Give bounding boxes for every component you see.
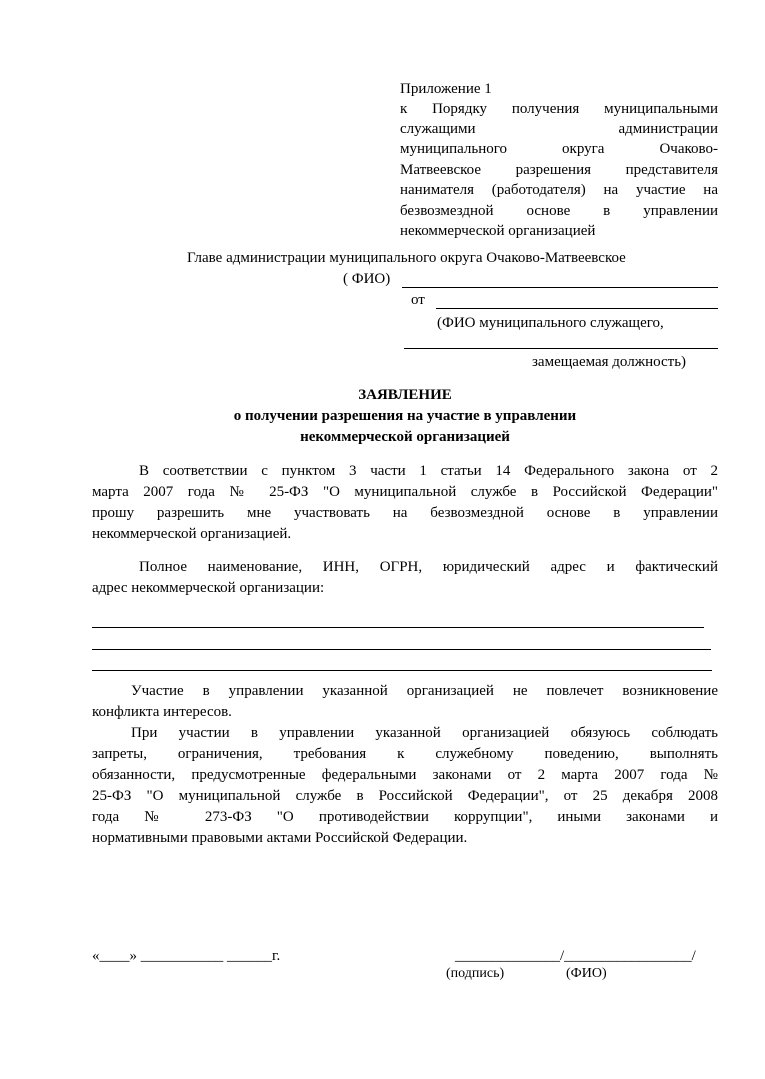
fio-label: ( ФИО) bbox=[343, 271, 391, 287]
addressee-line: Главе администрации муниципального округа Очаково-Матвеевское bbox=[187, 250, 626, 266]
signature-label: (подпись) bbox=[446, 966, 505, 981]
document-title: ЗАЯВЛЕНИЕ bbox=[358, 387, 452, 403]
appendix-line-7: некоммерческой организацией bbox=[400, 223, 596, 239]
paragraph-4-line-2: запреты, ограничения, требования к служебному поведению, выполнять bbox=[92, 746, 718, 762]
paragraph-2-line-1: Полное наименование, ИНН, ОГРН, юридический адрес и фактический bbox=[139, 559, 718, 575]
paragraph-2-line-2: адрес некоммерческой организации: bbox=[92, 580, 325, 596]
appendix-line-1: к Порядку получения муниципальными bbox=[400, 101, 718, 117]
paragraph-4-line-4: 25-ФЗ "О муниципальной службе в Российской Федерации", от 25 декабря 2008 bbox=[92, 788, 718, 804]
document-subtitle-1: о получении разрешения на участие в управлении bbox=[233, 408, 577, 424]
paragraph-3-line-2: конфликта интересов. bbox=[92, 704, 232, 720]
fio-signature-label: (ФИО) bbox=[566, 966, 607, 981]
appendix-line-4: Матвеевское разрешения представителя bbox=[400, 162, 718, 178]
from-underline bbox=[436, 308, 718, 309]
position-underline bbox=[404, 348, 718, 349]
paragraph-1-line-2: марта 2007 года № 25-ФЗ "О муниципальной службе в Российской Федерации" bbox=[92, 484, 718, 500]
appendix-line-3: муниципального округа Очаково- bbox=[400, 141, 718, 157]
employee-fio-label: (ФИО муниципального служащего, bbox=[437, 315, 664, 331]
organization-details-line-1 bbox=[92, 627, 704, 628]
appendix-title: Приложение 1 bbox=[400, 81, 492, 97]
document-subtitle-2: некоммерческой организацией bbox=[300, 429, 510, 445]
paragraph-1-line-4: некоммерческой организацией. bbox=[92, 526, 292, 542]
paragraph-1-line-1: В соответствии с пунктом 3 части 1 статьи 14 Федерального закона от 2 bbox=[139, 463, 718, 479]
organization-details-line-3 bbox=[92, 670, 712, 671]
paragraph-1-line-3: прошу разрешить мне участвовать на безвозмездной основе в управлении bbox=[92, 505, 718, 521]
from-label: от bbox=[411, 292, 425, 308]
paragraph-3-line-1: Участие в управлении указанной организацией не повлечет возникновение bbox=[131, 683, 718, 699]
date-line: «____» ___________ ______г. bbox=[92, 948, 281, 964]
appendix-line-6: безвозмездной основе в управлении bbox=[400, 203, 718, 219]
paragraph-4-line-1: При участии в управлении указанной организацией обязуюсь соблюдать bbox=[131, 725, 718, 741]
appendix-line-5: нанимателя (работодателя) на участие на bbox=[400, 182, 718, 198]
position-label: замещаемая должность) bbox=[532, 354, 687, 370]
appendix-line-2: служащими администрации bbox=[400, 121, 718, 137]
fio-underline bbox=[402, 287, 718, 288]
signature-line: ______________/_________________/ bbox=[455, 948, 696, 964]
paragraph-4-line-3: обязанности, предусмотренные федеральными законами от 2 марта 2007 года № bbox=[92, 767, 718, 783]
organization-details-line-2 bbox=[92, 649, 711, 650]
paragraph-4-line-5: года № 273-ФЗ "О противодействии коррупции", иными законами и bbox=[92, 809, 718, 825]
paragraph-4-line-6: нормативными правовыми актами Российской Федерации. bbox=[92, 830, 468, 846]
